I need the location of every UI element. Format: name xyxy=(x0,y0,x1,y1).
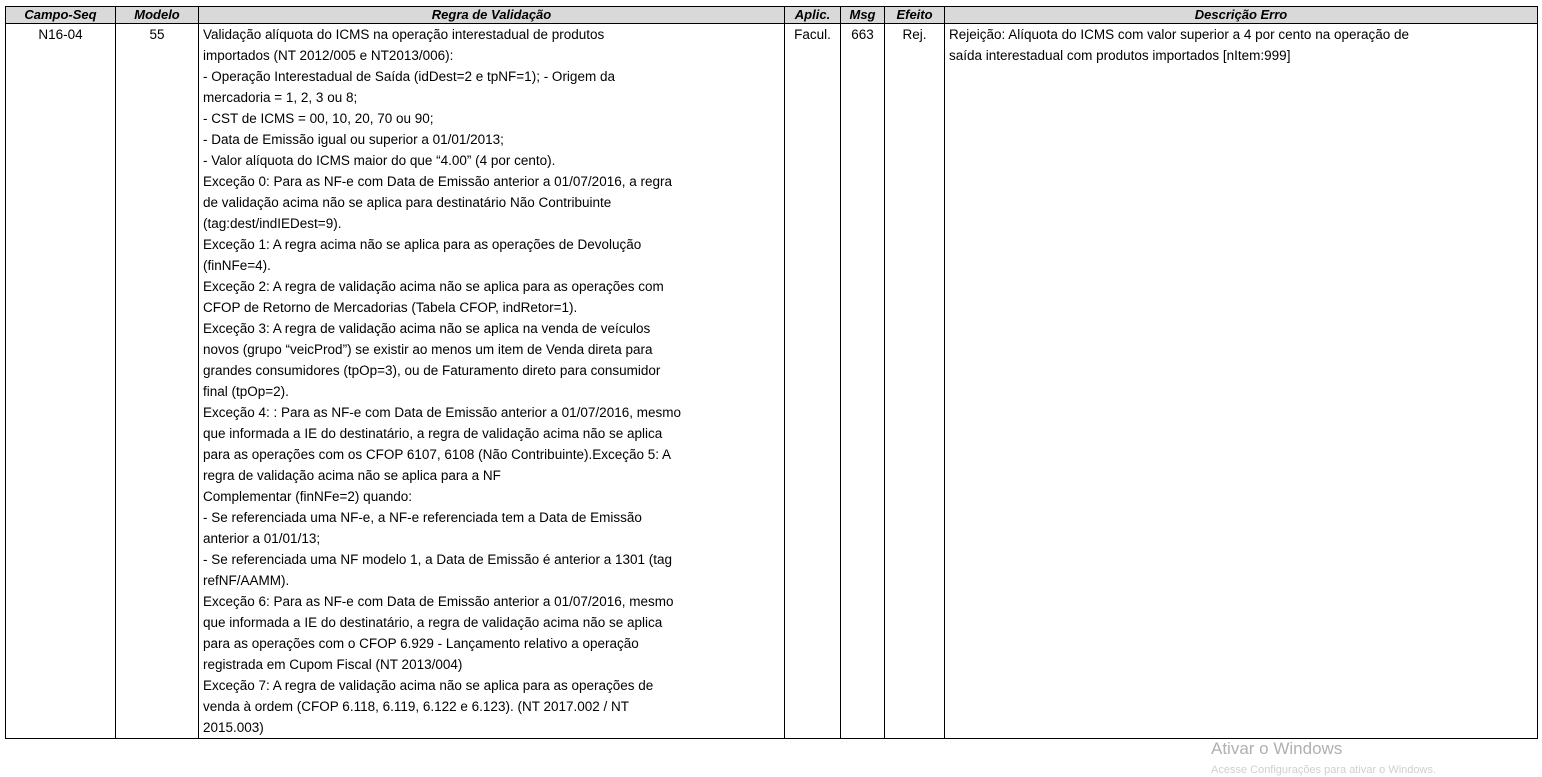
rule-line: - Valor alíquota do ICMS maior do que “4.00” (4 por cento). xyxy=(203,153,556,168)
rule-line: refNF/AAMM). xyxy=(203,573,290,588)
header-descricao-erro: Descrição Erro xyxy=(945,7,1538,24)
rule-line: importados (NT 2012/005 e NT2013/006): xyxy=(203,48,454,63)
descricao-line: Rejeição: Alíquota do ICMS com valor superior a 4 por cento na operação de xyxy=(949,27,1410,42)
rule-line: final (tpOp=2). xyxy=(203,384,289,399)
rule-line: para as operações com os CFOP 6107, 6108 (Não Contribuinte).Exceção 5: A xyxy=(203,447,672,462)
rule-line: (tag:dest/indIEDest=9). xyxy=(203,216,342,231)
rule-line: para as operações com o CFOP 6.929 - Lançamento relativo a operação xyxy=(203,636,639,651)
header-campo-seq: Campo-Seq xyxy=(6,7,116,24)
rule-line: Exceção 6: Para as NF-e com Data de Emissão anterior a 01/07/2016, mesmo xyxy=(203,594,674,609)
table-header-row xyxy=(6,7,1538,24)
rule-line: de validação acima não se aplica para destinatário Não Contribuinte xyxy=(203,195,612,210)
rule-line: - Se referenciada uma NF-e, a NF-e referenciada tem a Data de Emissão xyxy=(203,510,642,525)
rule-line: Complementar (finNFe=2) quando: xyxy=(203,489,412,504)
rule-line: - Data de Emissão igual ou superior a 01/01/2013; xyxy=(203,132,504,147)
rule-line: grandes consumidores (tpOp=3), ou de Faturamento direto para consumidor xyxy=(203,363,661,378)
rule-line: Exceção 3: A regra de validação acima não se aplica na venda de veículos xyxy=(203,321,651,336)
rule-line: - Se referenciada uma NF modelo 1, a Data de Emissão é anterior a 1301 (tag xyxy=(203,552,672,567)
windows-activation-hint: Acesse Configurações para ativar o Windows. xyxy=(1211,764,1436,776)
rule-line: anterior a 01/01/13; xyxy=(203,531,321,546)
table-row xyxy=(6,24,1538,739)
cell-modelo: 55 xyxy=(116,24,199,739)
cell-campo-seq: N16-04 xyxy=(6,24,116,739)
header-msg: Msg xyxy=(841,7,885,24)
rule-line: Exceção 0: Para as NF-e com Data de Emissão anterior a 01/07/2016, a regra xyxy=(203,174,672,189)
cell-aplic: Facul. xyxy=(785,24,841,739)
rule-line: CFOP de Retorno de Mercadorias (Tabela CFOP, indRetor=1). xyxy=(203,300,578,315)
rule-line: que informada a IE do destinatário, a regra de validação acima não se aplica xyxy=(203,426,663,441)
cell-msg: 663 xyxy=(841,24,885,739)
header-aplic: Aplic. xyxy=(785,7,841,24)
rule-line: Exceção 2: A regra de validação acima não se aplica para as operações com xyxy=(203,279,664,294)
validation-rules-table xyxy=(5,6,1538,739)
rule-line: registrada em Cupom Fiscal (NT 2013/004) xyxy=(203,657,463,672)
rule-line: venda à ordem (CFOP 6.118, 6.119, 6.122 e 6.123). (NT 2017.002 / NT xyxy=(203,699,630,714)
rule-line: - CST de ICMS = 00, 10, 20, 70 ou 90; xyxy=(203,111,434,126)
rule-line: novos (grupo “veicProd”) se existir ao menos um item de Venda direta para xyxy=(203,342,653,357)
header-modelo: Modelo xyxy=(116,7,199,24)
windows-activation-watermark: Ativar o Windows xyxy=(1211,739,1343,758)
rule-line: Validação alíquota do ICMS na operação interestadual de produtos xyxy=(203,27,605,42)
rule-line: que informada a IE do destinatário, a regra de validação acima não se aplica xyxy=(203,615,663,630)
descricao-line: saída interestadual com produtos importados [nItem:999] xyxy=(949,48,1291,63)
header-efeito: Efeito xyxy=(885,7,945,24)
cell-regra-validacao xyxy=(199,24,785,739)
rule-line: Exceção 4: : Para as NF-e com Data de Emissão anterior a 01/07/2016, mesmo xyxy=(203,405,681,420)
rule-line: 2015.003) xyxy=(203,720,264,735)
cell-efeito: Rej. xyxy=(885,24,945,739)
rule-line: - Operação Interestadual de Saída (idDest=2 e tpNF=1); - Origem da xyxy=(203,69,615,84)
rule-line: mercadoria = 1, 2, 3 ou 8; xyxy=(203,90,358,105)
rule-line: Exceção 7: A regra de validação acima não se aplica para as operações de xyxy=(203,678,654,693)
cell-descricao-erro xyxy=(945,24,1538,739)
rule-line: (finNFe=4). xyxy=(203,258,271,273)
header-regra-validacao: Regra de Validação xyxy=(199,7,785,24)
rule-line: regra de validação acima não se aplica para a NF xyxy=(203,468,501,483)
rule-line: Exceção 1: A regra acima não se aplica para as operações de Devolução xyxy=(203,237,642,252)
